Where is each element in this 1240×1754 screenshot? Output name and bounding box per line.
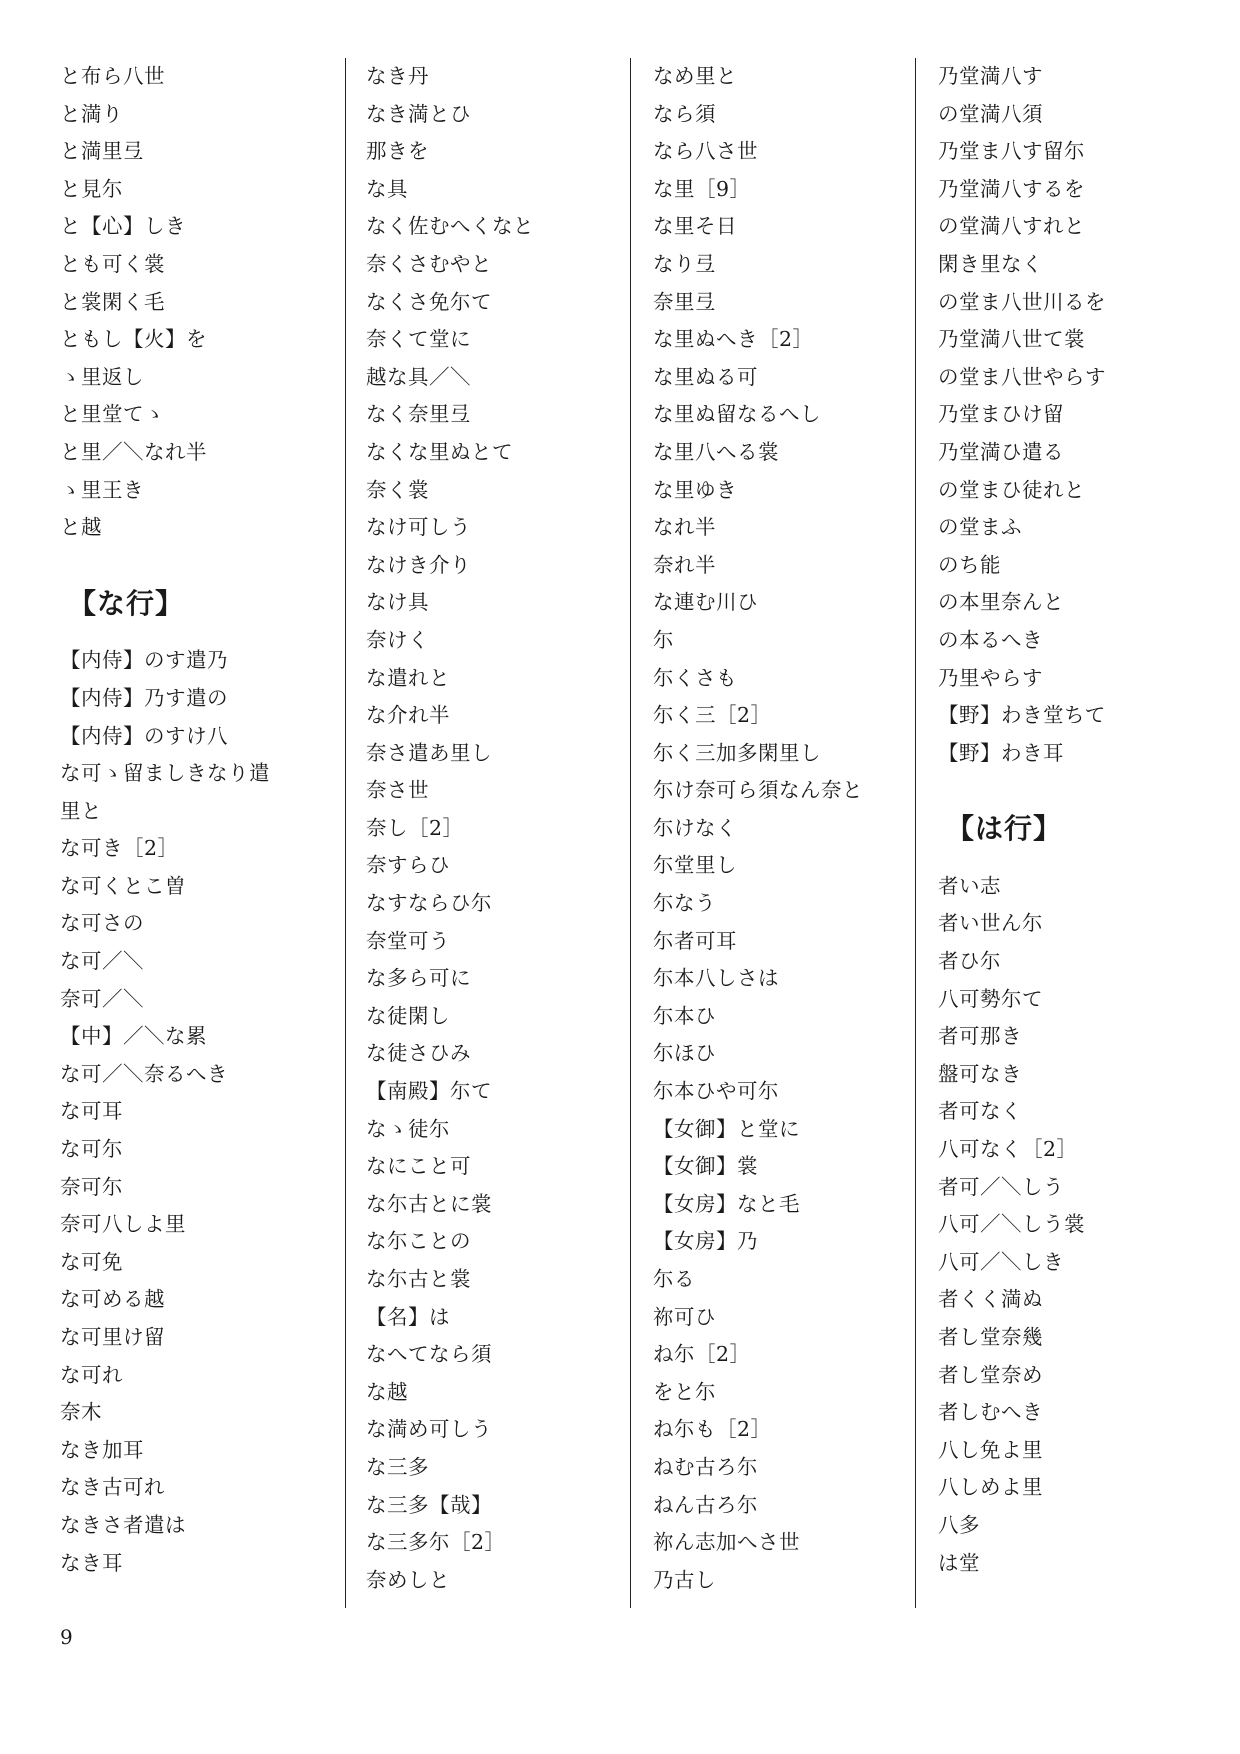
entry: なき丹 (366, 64, 429, 88)
entry: な里ぬる可 (653, 364, 758, 389)
entry: 奈すらひ (366, 853, 450, 878)
entry: な尓古とに裳 (366, 1191, 492, 1216)
entry: 【野】わき堂ちて (938, 703, 1106, 728)
entry: をと尓 (653, 1379, 716, 1404)
entry: 八可勢尓て (938, 986, 1043, 1011)
column-1-after-heading (60, 642, 330, 1582)
entry: なきさ者遣は (60, 1512, 186, 1537)
entry: 尓者可耳 (653, 928, 737, 953)
page-number: 9 (60, 1625, 73, 1649)
entry: な可尓 (60, 1137, 123, 1162)
entry: な可ゝ留ましきなり遣 (60, 761, 270, 786)
entry: 奈可尓 (60, 1174, 123, 1199)
entry: 乃堂まひけ留 (938, 402, 1064, 427)
entry: 八可／＼しき (938, 1249, 1064, 1274)
entry: なめ里と (653, 64, 737, 88)
entry: な徒さひみ (366, 1041, 471, 1066)
entry: な里八へる裳 (653, 439, 779, 464)
entry: ゝ里返し (60, 364, 144, 389)
entry: な三多尓［2］ (366, 1530, 506, 1555)
entry: と布ら八世 (60, 64, 165, 88)
entry: 者しむへき (938, 1400, 1043, 1425)
entry: な可／＼奈るへき (60, 1061, 228, 1086)
entry: 尓 (653, 627, 674, 652)
entry: 者可なく (938, 1099, 1022, 1124)
entry: 奈堂可う (366, 928, 450, 953)
entry: な尓古と裳 (366, 1267, 471, 1291)
entry: とも可く裳 (60, 251, 165, 276)
entry: と裳閑く毛 (60, 289, 165, 314)
entry: なけ可しう (366, 515, 471, 540)
section-heading-na-row: 【な行】 (68, 586, 185, 620)
entry: 乃堂満ひ遣る (938, 439, 1064, 464)
entry: 奈し［2］ (366, 815, 464, 840)
entry: 乃古し (653, 1567, 716, 1592)
entry: なら須 (653, 101, 716, 126)
entry: 尓本八しさは (653, 966, 779, 991)
entry: 奈里弖 (653, 289, 716, 314)
entry: の本里奈んと (938, 590, 1064, 615)
entry: 者可那き (938, 1024, 1022, 1049)
entry: な満め可しう (366, 1417, 492, 1442)
column-2 (345, 58, 630, 1608)
entry: 祢ん志加へさ世 (653, 1530, 800, 1555)
entry: 【女房】乃 (653, 1229, 758, 1254)
entry: 八可なく［2］ (938, 1137, 1078, 1162)
entry: 者い世ん尓 (938, 911, 1043, 936)
entry: な里［9］ (653, 176, 751, 201)
entry: と【心】しき (60, 214, 186, 239)
entry: の堂満八須 (938, 101, 1043, 126)
entry: 尓け奈可ら須なん奈と (653, 778, 863, 803)
entry: 【内侍】のす遣乃 (60, 648, 228, 673)
entry: 奈可八しよ里 (60, 1212, 186, 1237)
entry: 奈くさむやと (366, 251, 492, 276)
entry: なゝ徒尓 (366, 1116, 450, 1141)
entry: な連む川ひ (653, 590, 758, 615)
columns-container (60, 58, 1180, 1608)
entry: なけき介り (366, 552, 471, 577)
entry: 尓く三［2］ (653, 703, 772, 728)
entry: 閑き里なく (938, 251, 1043, 276)
entry: 奈れ半 (653, 552, 716, 577)
entry: の堂まひ徒れと (938, 477, 1085, 502)
entry: 越な具／＼ (366, 364, 471, 389)
entry: と里堂てゝ (60, 402, 165, 427)
entry: ねむ古ろ尓 (653, 1454, 758, 1479)
entry: のち能 (938, 552, 1001, 577)
entry: 里と (60, 798, 102, 823)
entry: な越 (366, 1379, 408, 1404)
entry: 者い志 (938, 873, 1001, 898)
entry: と満り (60, 101, 123, 126)
entry: 乃里やらす (938, 665, 1043, 690)
entry: ねん古ろ尓 (653, 1492, 758, 1517)
entry: なき古可れ (60, 1475, 165, 1500)
entry: な可／＼ (60, 949, 144, 974)
entry: 奈く裳 (366, 477, 429, 502)
entry: 者し堂奈め (938, 1362, 1043, 1387)
entry: なにこと可 (366, 1154, 471, 1179)
entry: 者可／＼しう (938, 1174, 1064, 1199)
column-4-after-heading (938, 868, 1200, 1582)
entry: なくな里ぬとて (366, 439, 513, 464)
entry: 【内侍】のすけ八 (60, 723, 228, 748)
column-1-before-heading (60, 58, 330, 547)
entry: の堂ま八世やらす (938, 364, 1106, 389)
entry: な里そ日 (653, 214, 737, 239)
entry: な里ゆき (653, 477, 737, 502)
entry: 【内侍】乃す遣の (60, 685, 228, 710)
entry: 【野】わき耳 (938, 740, 1064, 765)
entry: なけ具 (366, 590, 429, 615)
entry: 【名】は (366, 1304, 450, 1329)
entry: なき加耳 (60, 1437, 144, 1462)
entry: 奈くて堂に (366, 327, 471, 352)
entry: なすならひ尓 (366, 891, 492, 916)
entry: 尓けなく (653, 815, 737, 840)
entry: 奈けく (366, 627, 429, 652)
entry: な可れ (60, 1362, 123, 1387)
entry: なく奈里弖 (366, 402, 471, 427)
entry: な尓ことの (366, 1229, 471, 1254)
entry: な里ぬ留なるへし (653, 402, 821, 427)
entry: 尓くさも (653, 665, 737, 690)
entry: 奈めしと (366, 1567, 450, 1592)
entry: 盤可なき (938, 1061, 1022, 1086)
entry: 乃堂満八世て裳 (938, 327, 1085, 352)
entry: なり弖 (653, 251, 716, 276)
entry: な三多 (366, 1454, 429, 1479)
column-3 (630, 58, 915, 1608)
entry: ね尓も［2］ (653, 1417, 772, 1442)
entry: 【女房】なと毛 (653, 1191, 800, 1216)
entry: 乃堂ま八す留尓 (938, 139, 1085, 164)
entry: 尓なう (653, 891, 716, 916)
entry: 奈木 (60, 1400, 102, 1425)
entry: の本るへき (938, 627, 1043, 652)
entry: 【女御】と堂に (653, 1116, 800, 1141)
entry: 祢可ひ (653, 1304, 716, 1329)
entry: なら八さ世 (653, 139, 758, 164)
entry: 八多 (938, 1512, 980, 1537)
entry: 者くく満ぬ (938, 1287, 1043, 1312)
entry: 者ひ尓 (938, 949, 1001, 974)
entry: 八し免よ里 (938, 1437, 1043, 1462)
entry: なへてなら須 (366, 1342, 492, 1367)
entry: の堂満八すれと (938, 214, 1085, 239)
entry: 【南殿】尓て (366, 1079, 492, 1104)
entry: 尓堂里し (653, 853, 737, 878)
entry: の堂まふ (938, 515, 1022, 540)
entry: 【中】／＼な累 (60, 1024, 207, 1049)
entry: な可里け留 (60, 1325, 165, 1349)
entry: な多ら可に (366, 966, 471, 991)
entry: な介れ半 (366, 703, 450, 728)
entry: 尓る (653, 1267, 695, 1291)
entry: な具 (366, 176, 408, 201)
entry: と里／＼なれ半 (60, 439, 207, 464)
entry: と見尓 (60, 176, 123, 201)
entry: な遣れと (366, 665, 450, 690)
column-1 (60, 58, 330, 1608)
entry: な可める越 (60, 1287, 165, 1312)
entry: 奈さ世 (366, 778, 429, 803)
entry: なくさ免尓て (366, 289, 492, 314)
entry: と越 (60, 515, 102, 540)
entry: ゝ里王き (60, 477, 144, 502)
entry: は堂 (938, 1550, 980, 1575)
entry: と満里弖 (60, 139, 144, 164)
entry: 八可／＼しう裳 (938, 1212, 1085, 1237)
entry: 乃堂満八す (938, 64, 1043, 88)
column-4-before-heading (938, 58, 1200, 772)
entry: な三多【哉】 (366, 1492, 492, 1517)
entry: 那きを (366, 139, 429, 164)
entry: ね尓［2］ (653, 1342, 751, 1367)
entry: 乃堂満八するを (938, 176, 1085, 201)
entry: 奈さ遣あ里し (366, 740, 492, 765)
entry: なく佐むへくなと (366, 214, 534, 239)
section-heading-ha-row: 【は行】 (946, 812, 1063, 846)
entry: な可き［2］ (60, 836, 179, 861)
entry: な徒閑し (366, 1003, 450, 1028)
entry: なき満とひ (366, 101, 471, 126)
entry: の堂ま八世川るを (938, 289, 1106, 314)
entry: 【女御】裳 (653, 1154, 758, 1179)
entry: 奈可／＼ (60, 986, 144, 1011)
entry: な可耳 (60, 1099, 123, 1124)
entry: なれ半 (653, 515, 716, 540)
column-4 (915, 58, 1200, 1608)
entry: なき耳 (60, 1550, 123, 1575)
entry: な可免 (60, 1249, 123, 1274)
entry: な里ぬへき［2］ (653, 327, 814, 352)
entry: 尓ほひ (653, 1041, 716, 1066)
entry: 者し堂奈幾 (938, 1325, 1043, 1349)
entry: 尓く三加多閑里し (653, 740, 821, 765)
entry: な可さの (60, 911, 144, 936)
entry: な可くとこ曽 (60, 873, 186, 898)
entry: 八しめよ里 (938, 1475, 1043, 1500)
entry: ともし【火】を (60, 327, 207, 352)
entry: 尓本ひ (653, 1003, 716, 1028)
entry: 尓本ひや可尓 (653, 1079, 779, 1104)
